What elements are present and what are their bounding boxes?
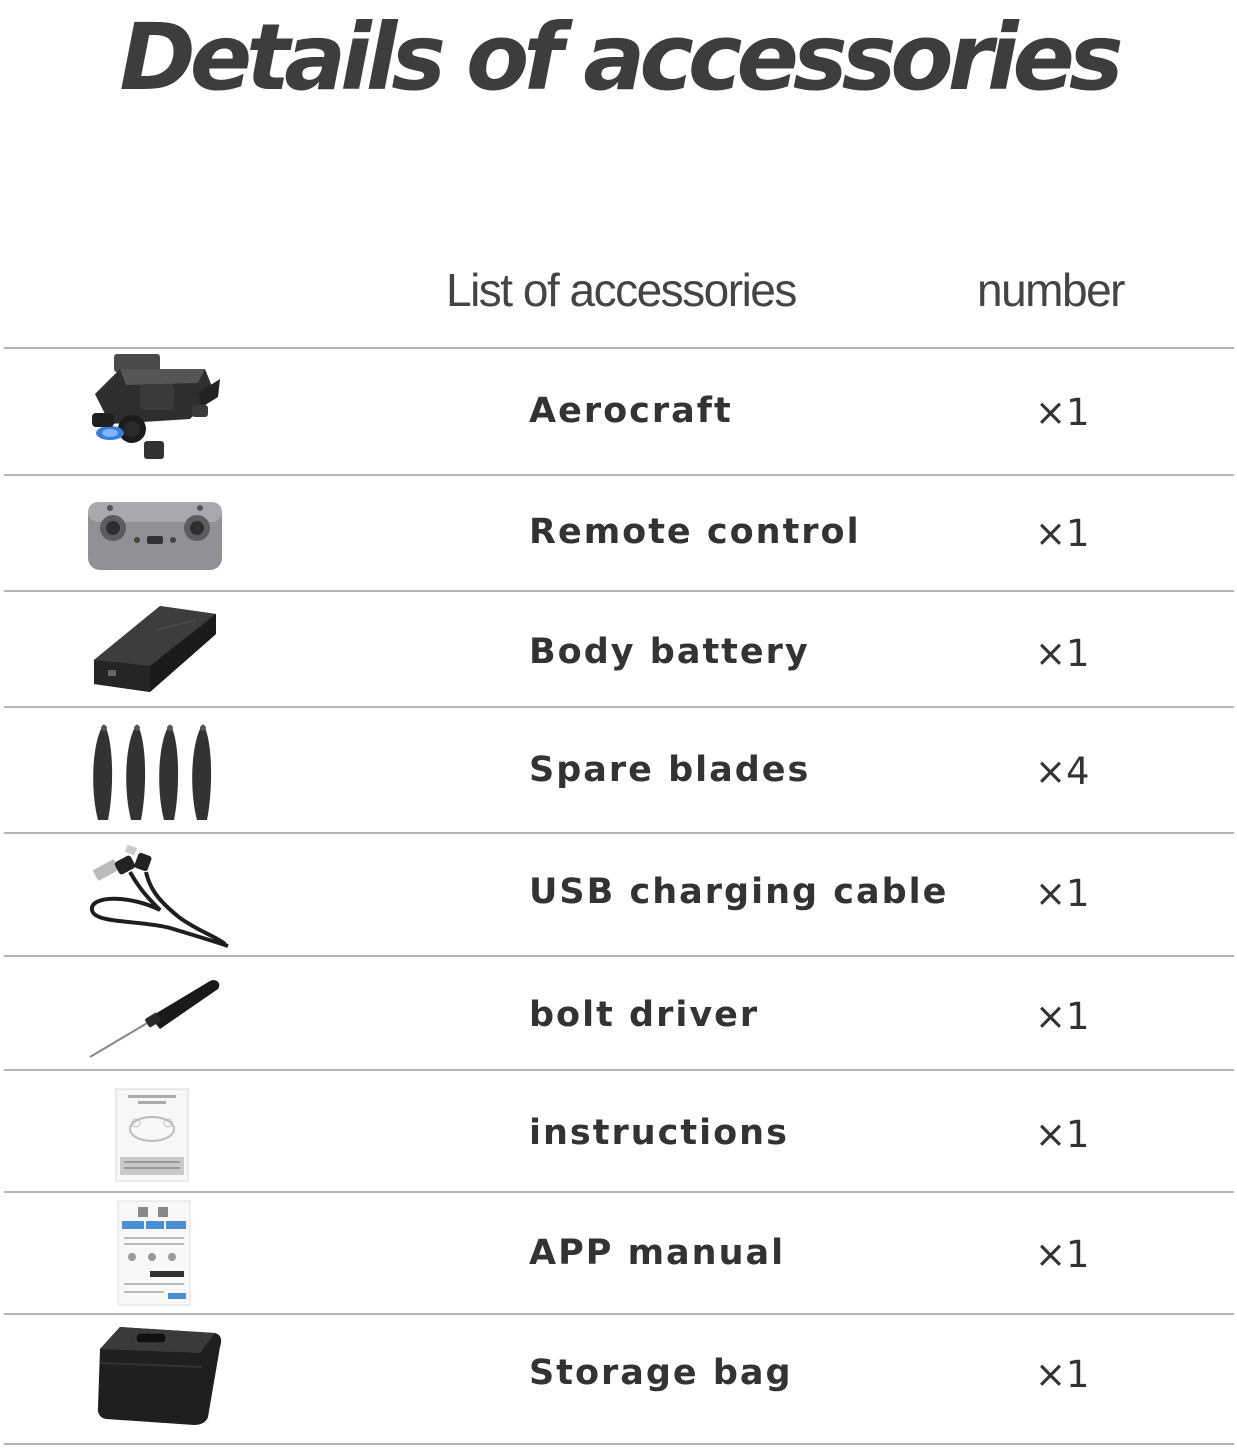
item-quantity: ×1	[1035, 995, 1090, 1038]
column-header-list: List of accessories	[446, 264, 796, 316]
table-row	[0, 1315, 1237, 1443]
drone-icon	[80, 349, 230, 469]
item-name: Body battery	[529, 632, 810, 672]
table-row	[0, 592, 1237, 706]
column-header-number: number	[977, 264, 1124, 316]
item-quantity: ×1	[1035, 512, 1090, 555]
usb-cable-icon	[80, 840, 230, 950]
item-quantity: ×1	[1035, 1353, 1090, 1396]
battery-icon	[80, 600, 230, 700]
divider	[4, 1443, 1234, 1445]
item-name: Remote control	[529, 512, 861, 552]
app-manual-icon	[80, 1199, 230, 1307]
item-quantity: ×1	[1035, 391, 1090, 434]
item-name: bolt driver	[529, 995, 760, 1035]
item-name: Aerocraft	[529, 391, 733, 431]
table-row	[0, 476, 1237, 590]
item-quantity: ×1	[1035, 872, 1090, 915]
item-quantity: ×1	[1035, 632, 1090, 675]
table-row	[0, 1193, 1237, 1313]
item-name: instructions	[529, 1113, 789, 1153]
item-name: APP manual	[529, 1233, 786, 1273]
table-row	[0, 1071, 1237, 1191]
page-title: Details of accessories	[119, 4, 1118, 111]
table-row	[0, 708, 1237, 832]
item-quantity: ×1	[1035, 1233, 1090, 1276]
instructions-sheet-icon	[80, 1087, 230, 1182]
remote-control-icon	[80, 496, 230, 576]
item-name: Spare blades	[529, 750, 811, 790]
item-quantity: ×1	[1035, 1113, 1090, 1156]
table-row	[0, 957, 1237, 1069]
propeller-blades-icon	[80, 720, 230, 825]
table-row	[0, 349, 1237, 474]
item-name: USB charging cable	[529, 872, 949, 912]
storage-case-icon	[80, 1319, 230, 1429]
item-quantity: ×4	[1035, 750, 1090, 793]
screwdriver-icon	[80, 973, 230, 1063]
item-name: Storage bag	[529, 1353, 793, 1393]
table-row	[0, 834, 1237, 955]
